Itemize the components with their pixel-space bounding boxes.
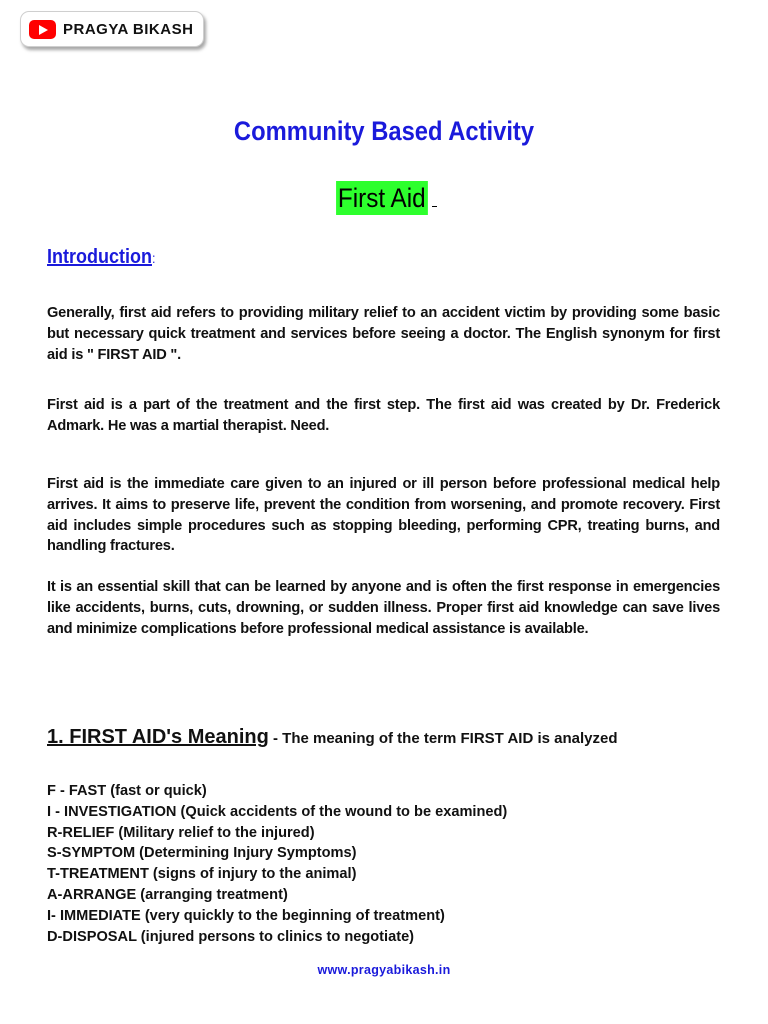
- meaning-list-item: A-ARRANGE (arranging treatment): [47, 886, 288, 903]
- brand-name: PRAGYA BIKASH: [63, 20, 194, 38]
- document-subtitle: First Aid: [337, 183, 426, 213]
- meaning-list-item: S-SYMPTOM (Determining Injury Symptoms): [47, 845, 357, 862]
- meaning-list-item: T-TREATMENT (signs of injury to the animal): [47, 866, 357, 883]
- document-title: Community Based Activity: [233, 116, 535, 146]
- youtube-play-icon: [29, 20, 56, 39]
- intro-paragraph-1: Generally, first aid refers to providing military relief to an accident victim by providing some basic but necessary quick treatment and services before seeing a doctor. The English synonym for first aid is " FIRST AID ".: [47, 305, 720, 363]
- meaning-heading: [47, 726, 618, 749]
- meaning-list-item: F - FAST (fast or quick): [47, 783, 207, 799]
- intro-paragraph-2: First aid is a part of the treatment and the first step. The first aid was created by Dr. Frederick Admark. He was a martial therapist. Need.: [47, 397, 720, 434]
- meaning-list-item: I- IMMEDIATE (very quickly to the beginning of treatment): [47, 907, 445, 924]
- meaning-heading-title: 1. FIRST AID's Meaning: [47, 726, 269, 748]
- intro-paragraph-4: It is an essential skill that can be learned by anyone and is often the first response in emergencies like accidents, burns, cuts, drowning, or sudden illness. Proper first aid knowledge can save lives and minimize complications before professional medical assistance is available.: [47, 579, 720, 637]
- meaning-heading-description: - The meaning of the term FIRST AID is analyzed: [268, 730, 618, 747]
- brand-logo[interactable]: [20, 11, 204, 47]
- footer-website-link[interactable]: www.pragyabikash.in: [317, 963, 451, 977]
- meaning-list-item: I - INVESTIGATION (Quick accidents of the wound to be examined): [47, 803, 508, 820]
- introduction-heading-label: Introduction: [47, 246, 152, 268]
- introduction-heading-colon: :: [151, 250, 156, 266]
- subtitle-row: [0, 181, 768, 215]
- meaning-list-item: D-DISPOSAL (injured persons to clinics to negotiate): [47, 928, 415, 945]
- meaning-list: [47, 781, 507, 947]
- subtitle-underline: [432, 206, 437, 207]
- meaning-list-item: R-RELIEF (Military relief to the injured): [47, 824, 315, 841]
- intro-paragraph-3: First aid is the immediate care given to an injured or ill person before professional medical help arrives. It aims to preserve life, prevent the condition from worsening, and promote recovery. First aid includes simple procedures such as stopping bleeding, performing CPR, treating burns, and handling fractures.: [47, 476, 720, 555]
- introduction-heading: [47, 246, 155, 269]
